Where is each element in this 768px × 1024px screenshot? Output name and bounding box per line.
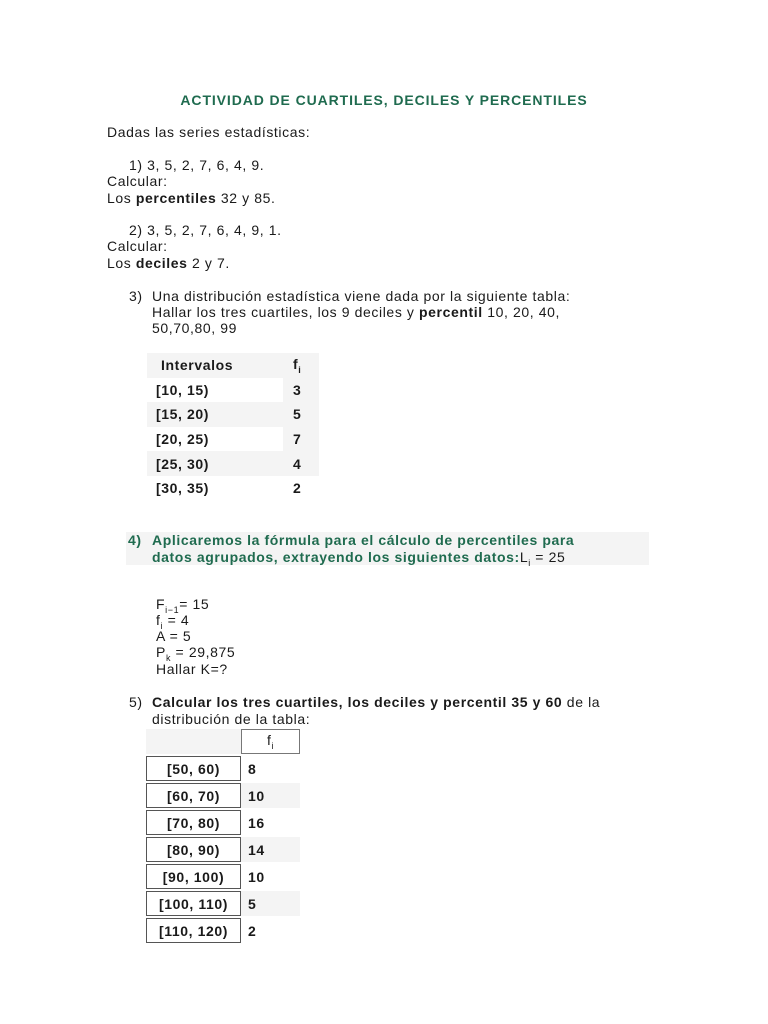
exercise-3-line-2-pre: Hallar los tres cuartiles, los 9 deciles y <box>152 304 419 320</box>
data-main: A = 5 <box>156 628 192 644</box>
interval-cell: [25, 30) <box>147 451 283 476</box>
header-fi-sub: i <box>298 364 302 375</box>
exercise-2-calc: Calcular: <box>107 238 168 254</box>
exercise-2-task-bold: deciles <box>135 255 188 271</box>
interval-cell: [80, 90) <box>146 837 241 862</box>
grouped-data-table <box>146 729 300 943</box>
exercise-2-task-post: 2 y 7. <box>187 255 230 271</box>
header-fi-sub: i <box>271 740 275 751</box>
exercise-1-calc: Calcular: <box>107 173 168 189</box>
exercise-1-task-bold: percentiles <box>135 190 217 206</box>
exercise-2-series: 2) 3, 5, 2, 7, 6, 4, 9, 1. <box>129 222 282 238</box>
data-sub: i−1 <box>165 604 180 615</box>
table-row <box>147 427 319 452</box>
frequency-cell: 8 <box>248 760 257 777</box>
interval-cell: [10, 15) <box>156 381 210 398</box>
table-row <box>146 756 300 781</box>
table-row <box>147 402 319 427</box>
table-row <box>146 837 300 862</box>
interval-cell: [15, 20) <box>147 402 283 427</box>
data-rest: = 15 <box>179 596 210 612</box>
data-main: f <box>156 612 161 628</box>
header-intervalos: Intervalos <box>147 353 283 378</box>
table-row <box>146 810 300 835</box>
frequency-cell: 10 <box>241 783 300 808</box>
table-header-row <box>146 729 300 754</box>
data-rest: = 29,875 <box>171 644 236 660</box>
exercise-3-number: 3) <box>129 288 143 304</box>
table-row <box>146 891 300 916</box>
header-fi <box>283 353 319 378</box>
frequency-cell: 5 <box>241 891 300 916</box>
exercise-1-task <box>107 190 276 207</box>
exercise-2-task-pre: Los <box>107 255 136 271</box>
exercise-3-line-2-post: 10, 20, 40, <box>482 304 561 320</box>
exercise-4-li: L <box>519 549 529 565</box>
table-row <box>147 451 319 476</box>
exercise-5-line-1 <box>152 694 600 711</box>
exercise-4-number: 4) <box>128 532 142 548</box>
page-title: ACTIVIDAD DE CUARTILES, DECILES Y PERCENTILES <box>180 92 588 108</box>
table-header-row <box>147 353 319 378</box>
exercise-2-task <box>107 255 230 272</box>
frequency-cell: 2 <box>248 922 257 939</box>
exercise-3-line-3: 50,70,80, 99 <box>152 320 238 336</box>
table-row <box>147 476 319 501</box>
header-fi <box>241 729 300 754</box>
frequency-cell: 4 <box>283 451 319 476</box>
interval-cell: [70, 80) <box>146 810 241 835</box>
table-row <box>147 378 319 403</box>
exercise-1-series: 1) 3, 5, 2, 7, 6, 4, 9. <box>129 157 265 173</box>
frequency-cell: 2 <box>293 480 302 497</box>
header-blank-cell <box>146 729 241 754</box>
header-fi-main: f <box>266 732 272 749</box>
frequency-cell: 14 <box>241 837 300 862</box>
interval-cell: [90, 100) <box>146 864 241 889</box>
exercise-4-li-value: = 25 <box>530 549 566 565</box>
data-main: Hallar K=? <box>156 661 228 677</box>
frequency-cell: 5 <box>283 402 319 427</box>
data-find-k <box>156 661 228 678</box>
interval-cell: [110, 120) <box>146 918 241 943</box>
exercise-4-li-sub: i <box>528 557 531 568</box>
exercise-3-line-2-bold: percentil <box>419 304 483 320</box>
table-row <box>146 864 300 889</box>
data-sub: k <box>165 652 172 663</box>
data-a <box>156 628 191 645</box>
exercise-5-number: 5) <box>129 694 143 710</box>
table-row <box>146 918 300 943</box>
exercise-5-line-2: distribución de la tabla: <box>152 711 311 727</box>
exercise-3-line-1: Una distribución estadística viene dada por la siguiente tabla: <box>152 288 571 304</box>
frequency-cell: 16 <box>248 814 265 831</box>
interval-cell: [60, 70) <box>146 783 241 808</box>
intervals-table <box>147 353 319 501</box>
header-fi-main: f <box>293 355 299 372</box>
interval-cell: [30, 35) <box>156 480 210 497</box>
table-row <box>146 783 300 808</box>
data-sub: i <box>160 620 164 631</box>
exercise-3-line-2 <box>152 304 560 321</box>
exercise-1-task-post: 32 y 85. <box>216 190 276 206</box>
interval-cell: [50, 60) <box>146 756 241 781</box>
frequency-cell: 3 <box>283 378 319 403</box>
frequency-cell: 7 <box>283 427 319 452</box>
data-rest: = 4 <box>163 612 190 628</box>
frequency-cell: 10 <box>248 868 265 885</box>
exercise-5-line-1-post: de la <box>562 694 601 710</box>
data-main: F <box>156 596 166 612</box>
interval-cell: [100, 110) <box>146 891 241 916</box>
interval-cell: [20, 25) <box>156 431 210 448</box>
exercise-5-line-1-bold: Calcular los tres cuartiles, los deciles y percentil 35 y 60 <box>152 694 563 710</box>
exercise-4-line-2 <box>152 549 565 571</box>
intro-text: Dadas las series estadísticas: <box>107 124 311 140</box>
data-main: P <box>156 644 166 660</box>
exercise-4-line-2-text: datos agrupados, extrayendo los siguientes datos: <box>152 549 520 565</box>
exercise-1-task-pre: Los <box>107 190 136 206</box>
exercise-4-line-1: Aplicaremos la fórmula para el cálculo de percentiles para <box>152 532 575 548</box>
